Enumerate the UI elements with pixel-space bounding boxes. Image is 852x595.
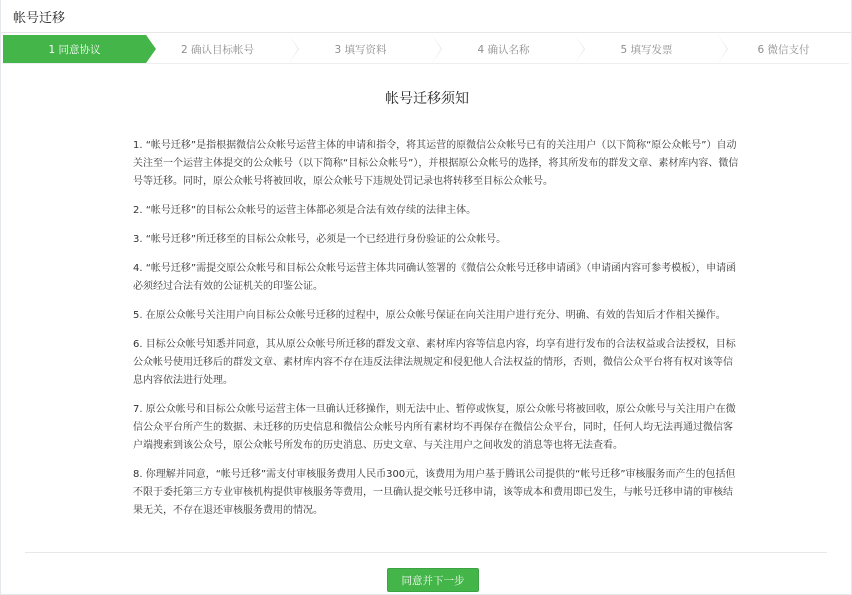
step-wechat-pay	[718, 35, 849, 63]
notice-paragraph: 2. “帐号迁移”的目标公众帐号的运营主体都必须是合法有效存续的法律主体。	[133, 205, 477, 216]
notice-paragraph: 1. “帐号迁移”是指根据微信公众帐号运营主体的申请和指令，将其运营的原微信公众帐号已有的关注用户（以下简称“原公众帐号”）自动关注至一个运营主体提交的公众帐号（以下简称“目标公众帐号”），并根据原公众帐号的选择，将其所发布的群发文章、素材库内容、微信号等迁移。同时，原公众帐号将被回收，原公众帐号下违规处罚记录也将转移至目标公众帐号。	[133, 140, 739, 187]
page-title: 帐号迁移	[13, 10, 66, 26]
step-confirm-target-account	[146, 35, 289, 63]
step-label: 4 确认名称	[477, 43, 530, 56]
step-fill-invoice	[575, 35, 718, 63]
notice-paragraph: 6. 目标公众帐号知悉并同意，其从原公众帐号所迁移的群发文章、素材库内容等信息内容，均享有进行发布的合法权益或合法授权，目标公众帐号使用迁移后的群发文章、素材库内容不存在违反法律法规规定和侵犯他人合法权益的情形，否则，微信公众平台将有权对该等信息内容依法进行处理。	[133, 339, 736, 386]
footer-divider	[25, 552, 827, 553]
step-label: 2 确认目标帐号	[180, 43, 255, 56]
notice-title: 帐号迁移须知	[385, 91, 469, 107]
notice-paragraph: 5. 在原公众帐号关注用户向目标公众帐号迁移的过程中，原公众帐号保证在向关注用户进行充分、明确、有效的告知后才作相关操作。	[133, 310, 726, 321]
notice-paragraph: 4. “帐号迁移”需提交原公众帐号和目标公众帐号运营主体共同确认签署的《微信公众帐号迁移申请函》（申请函内容可参考模板），申请函必须经过合法有效的公证机关的印鉴公证。	[133, 263, 737, 292]
step-fill-info	[289, 35, 432, 63]
step-label: 1 同意协议	[48, 43, 101, 56]
step-label: 6 微信支付	[757, 43, 810, 56]
progress-steps	[3, 35, 849, 64]
agree-next-button[interactable]: 同意并下一步	[387, 568, 479, 592]
step-confirm-name	[432, 35, 575, 63]
notice-paragraph: 7. 原公众帐号和目标公众帐号运营主体一旦确认迁移操作，则无法中止、暂停或恢复，原公众帐号将被回收，原公众帐号与关注用户在微信公众平台所产生的数据、未迁移的历史信息和微信公众帐号内所有素材均不再保存在微信公众平台，同时，任何人均无法再通过微信客户端搜索到该公众号，原公众帐号所发布的历史消息、历史文章、与关注用户之间收发的消息等也将无法查看。	[133, 404, 736, 451]
step-label: 5 填写发票	[620, 43, 673, 56]
step-label: 3 填写资料	[334, 43, 387, 56]
notice-paragraph: 8. 你理解并同意，“帐号迁移”需支付审核服务费用人民币300元，该费用为用户基于腾讯公司提供的“帐号迁移”审核服务而产生的包括但不限于委托第三方专业审核机构提供审核服务等费用，一旦确认提交帐号迁移申请，该等成本和费用即已发生，与帐号迁移申请的审核结果无关，不存在退还审核服务费用的情况。	[133, 469, 736, 516]
notice-content	[133, 137, 741, 531]
page-header	[1, 0, 851, 33]
notice-paragraph: 3. “帐号迁移”所迁移至的目标公众帐号，必须是一个已经进行身份验证的公众帐号。	[133, 234, 507, 245]
step-agree-terms	[3, 35, 146, 63]
